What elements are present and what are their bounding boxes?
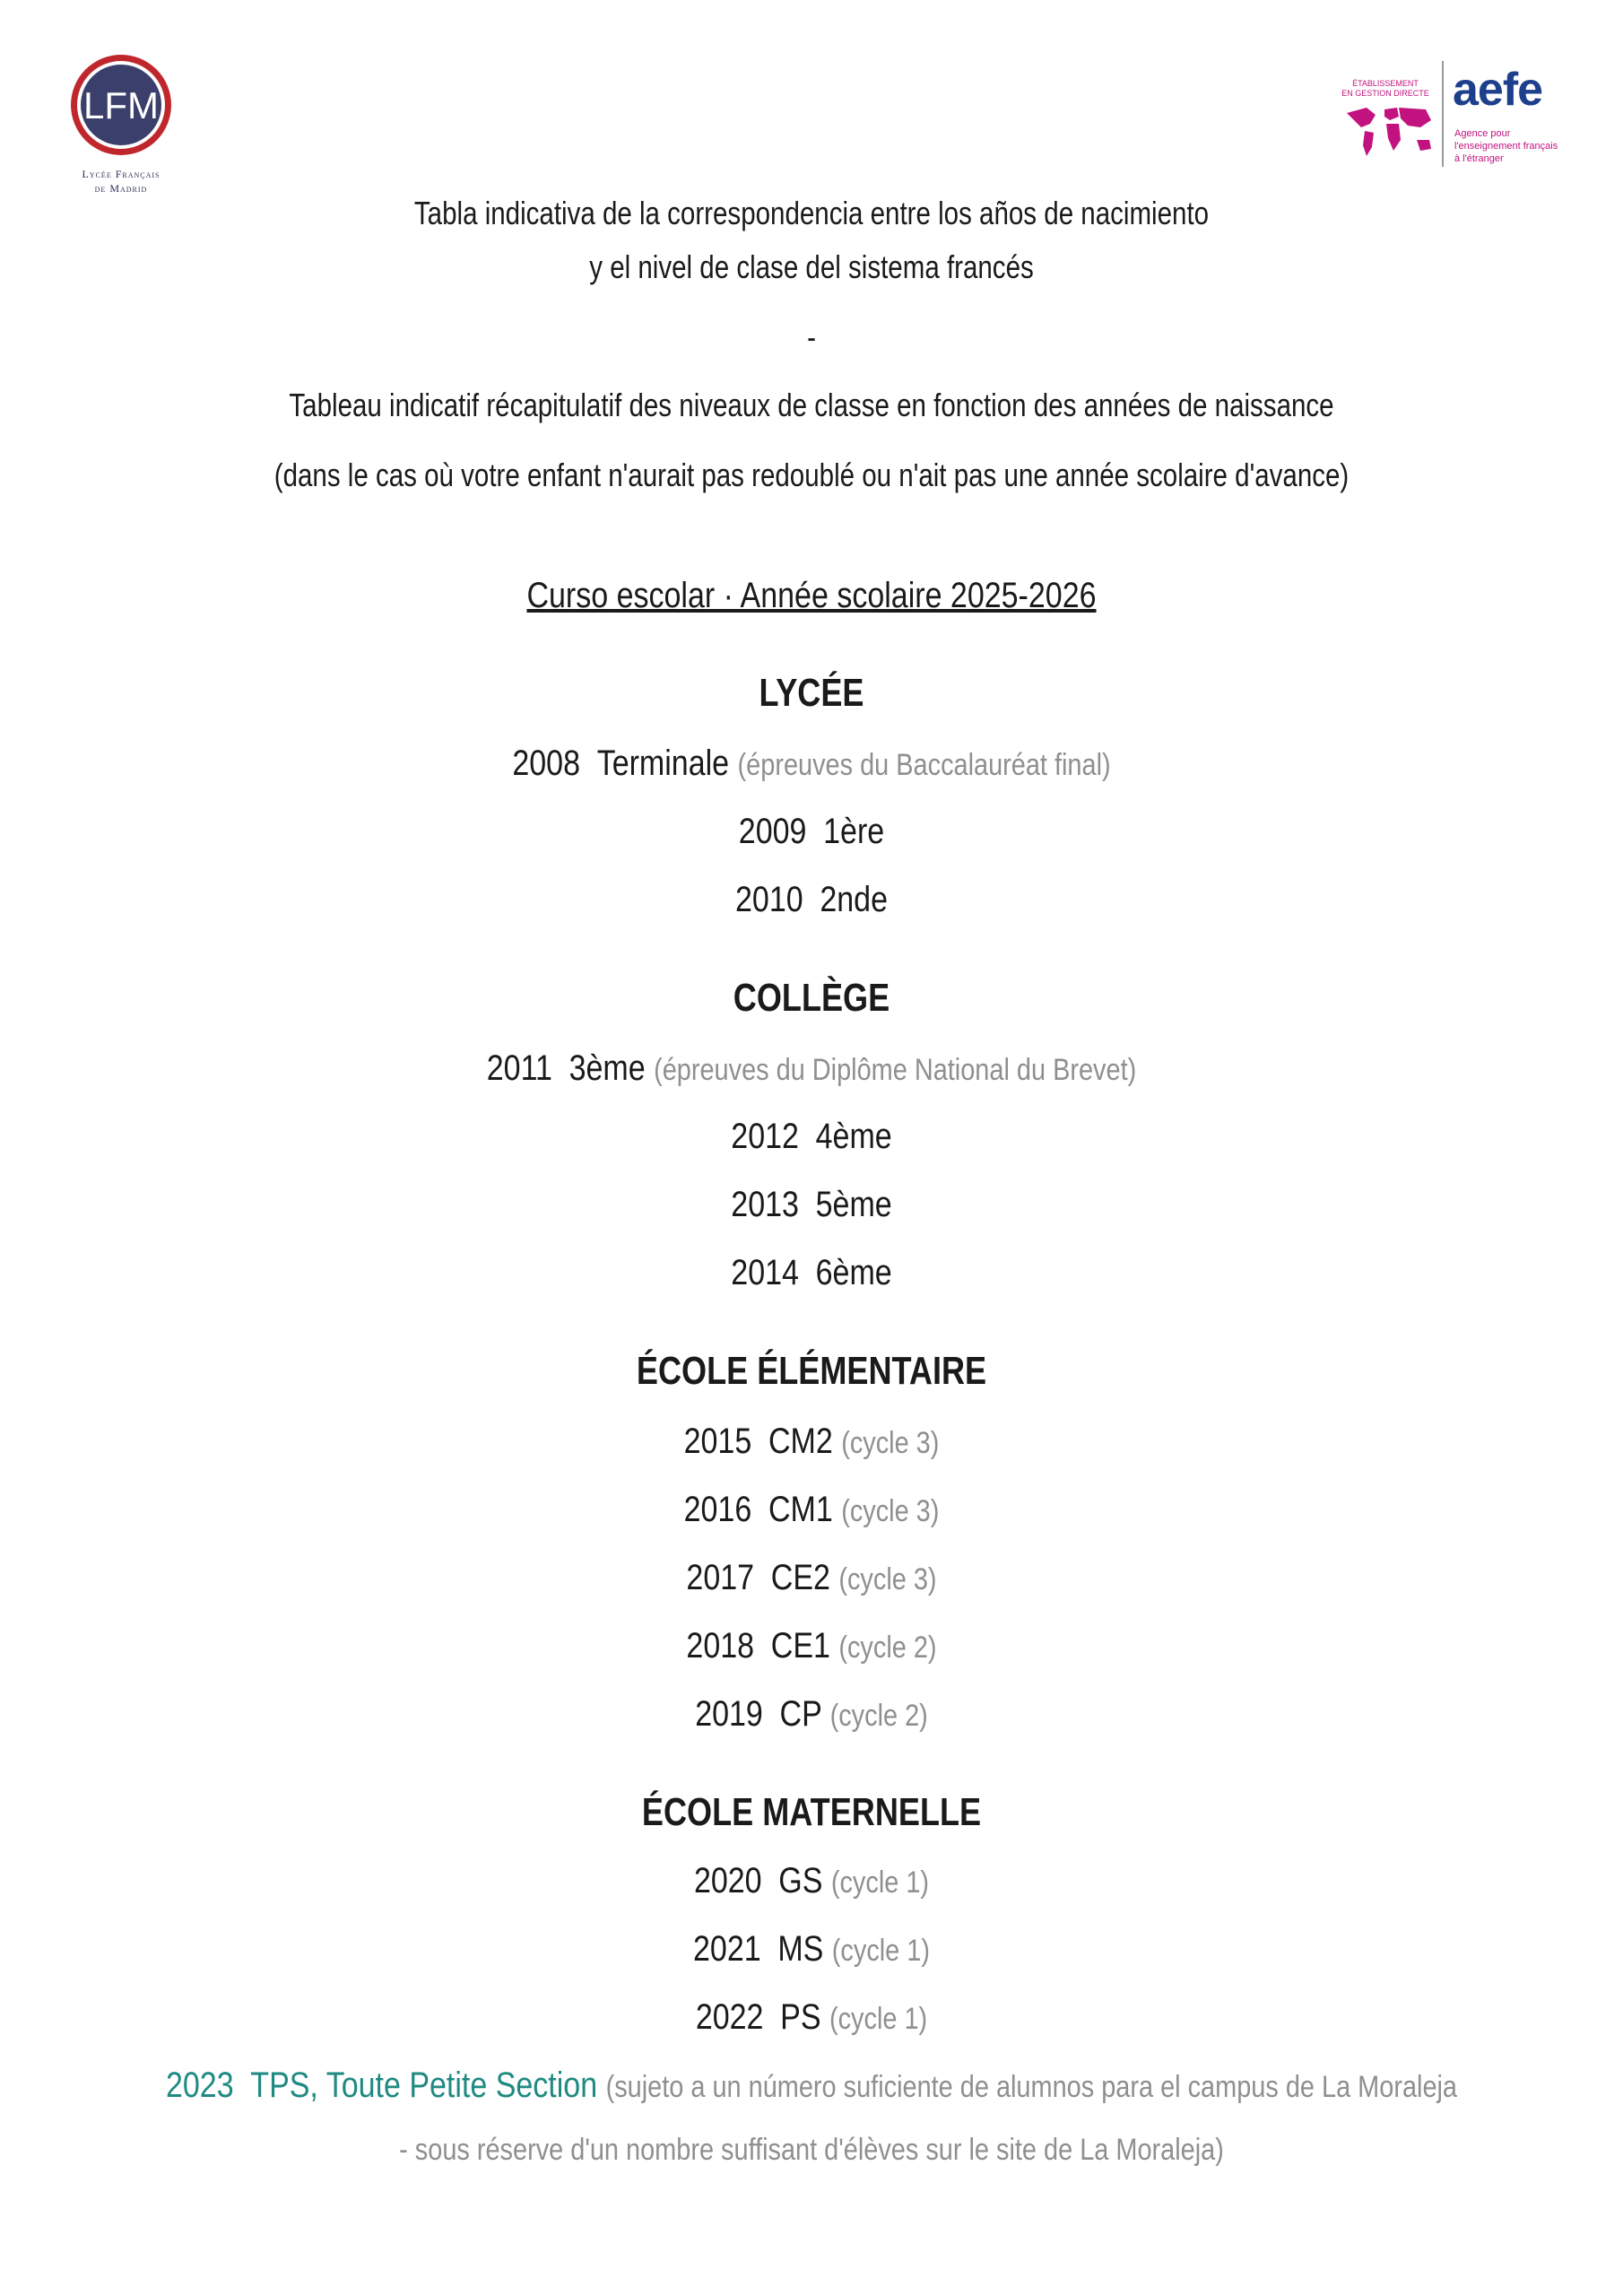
row-level: MS	[777, 1929, 824, 1969]
row-level: 4ème	[815, 1117, 892, 1156]
table-row	[122, 1860, 1502, 1903]
row-level: 2nde	[820, 880, 888, 919]
row-level: 5ème	[815, 1185, 892, 1224]
table-row	[122, 811, 1502, 852]
lfm-emblem-icon	[68, 52, 174, 158]
intro-es-line2: y el nivel de clase del sistema francés	[589, 248, 1034, 285]
row-note: (cycle 1)	[831, 1934, 930, 1968]
row-level: CP	[779, 1694, 822, 1734]
row-level: CM1	[768, 1490, 833, 1529]
row-note: (cycle 3)	[841, 1426, 940, 1460]
row-year: 2017	[686, 1558, 755, 1597]
table-row	[122, 1252, 1502, 1293]
row-year: 2021	[692, 1929, 761, 1969]
row-note: (cycle 3)	[841, 1494, 940, 1528]
intro-fr-line2: (dans le cas où votre enfant n'aurait pas redoublé ou n'ait pas une année scolaire d'avance)	[273, 457, 1350, 493]
aefe-sub-line2: l'enseignement français	[1454, 141, 1558, 152]
table-row	[122, 1928, 1502, 1971]
section-title-elementaire: ÉCOLE ÉLÉMENTAIRE	[636, 1349, 987, 1393]
row-year: 2014	[731, 1253, 799, 1292]
tps-level: TPS, Toute Petite Section	[250, 2066, 598, 2105]
table-row	[122, 1625, 1502, 1668]
aefe-tagline	[1336, 79, 1435, 99]
aefe-tag-line2: EN GESTION DIRECTE	[1341, 89, 1429, 98]
world-map-icon	[1340, 100, 1436, 161]
row-level: PS	[780, 1997, 821, 2037]
row-note: (cycle 2)	[829, 1699, 928, 1733]
row-year: 2022	[695, 1997, 764, 2037]
row-year: 2019	[695, 1694, 763, 1734]
row-year: 2008	[512, 744, 580, 783]
row-level: 6ème	[815, 1253, 892, 1292]
lfm-monogram: LFM	[83, 84, 159, 126]
section-title-lycee: LYCÉE	[759, 671, 864, 715]
row-level: Terminale	[596, 744, 730, 783]
row-year: 2010	[735, 880, 803, 919]
table-row	[122, 743, 1502, 786]
table-row	[122, 1048, 1502, 1091]
row-note: (cycle 1)	[830, 1866, 930, 1900]
intro-separator: -	[807, 318, 816, 355]
row-level: 1ère	[823, 812, 885, 851]
row-note: (cycle 3)	[838, 1562, 937, 1596]
table-row	[122, 1421, 1502, 1464]
table-row	[122, 1184, 1502, 1225]
table-row	[122, 879, 1502, 920]
row-level: 3ème	[568, 1048, 646, 1088]
lfm-caption-line2: de Madrid	[94, 182, 148, 195]
intro-fr-line1: Tableau indicatif récapitulatif des niveaux de classe en fonction des années de naissance	[289, 387, 1334, 423]
table-row	[122, 1996, 1502, 2039]
intro-es-line1: Tabla indicativa de la correspondencia entre los años de nacimiento	[413, 195, 1210, 231]
lfm-caption-line1: Lycée Français	[82, 168, 161, 180]
row-year: 2009	[738, 812, 807, 851]
table-row	[122, 1116, 1502, 1157]
aefe-wordmark: aefe	[1453, 64, 1543, 116]
tps-year: 2023	[165, 2066, 234, 2105]
table-row	[122, 1489, 1502, 1532]
lfm-caption	[54, 167, 188, 196]
tps-note-row	[122, 2127, 1502, 2170]
row-note: (épreuves du Diplôme National du Brevet)	[654, 1053, 1137, 1087]
section-title-maternelle: ÉCOLE MATERNELLE	[641, 1790, 982, 1834]
row-year: 2016	[683, 1490, 752, 1529]
row-year: 2015	[683, 1422, 752, 1461]
tps-note-line1: (sujeto a un número suficiente de alumnos para el campus de La Moraleja	[605, 2070, 1458, 2104]
row-level: CE1	[770, 1626, 830, 1665]
aefe-sub-line3: à l'étranger	[1454, 153, 1504, 164]
row-year: 2011	[486, 1048, 552, 1088]
row-year: 2018	[686, 1626, 755, 1665]
section-title-college: COLLÈGE	[733, 976, 890, 1020]
row-note: (épreuves du Baccalauréat final)	[737, 748, 1111, 782]
row-level: GS	[778, 1861, 823, 1900]
aefe-subtitle	[1454, 127, 1571, 165]
aefe-tag-line1: ÉTABLISSEMENT	[1352, 79, 1419, 88]
row-level: CM2	[768, 1422, 833, 1461]
aefe-separator	[1442, 61, 1444, 167]
row-year: 2020	[693, 1861, 762, 1900]
row-level: CE2	[770, 1558, 830, 1597]
row-year: 2012	[731, 1117, 799, 1156]
tps-note-line2: - sous réserve d'un nombre suffisant d'élèves sur le site de La Moraleja)	[399, 2133, 1224, 2167]
school-year-title: Curso escolar · Année scolaire 2025-2026	[526, 576, 1097, 615]
aefe-logo	[1336, 56, 1569, 172]
table-row	[122, 1557, 1502, 1600]
row-note: (cycle 2)	[838, 1631, 937, 1665]
table-row	[122, 1693, 1502, 1736]
aefe-sub-line1: Agence pour	[1454, 128, 1511, 139]
lfm-logo	[54, 52, 188, 196]
row-year: 2013	[731, 1185, 799, 1224]
row-note: (cycle 1)	[829, 2002, 928, 2036]
tps-row	[122, 2065, 1502, 2108]
